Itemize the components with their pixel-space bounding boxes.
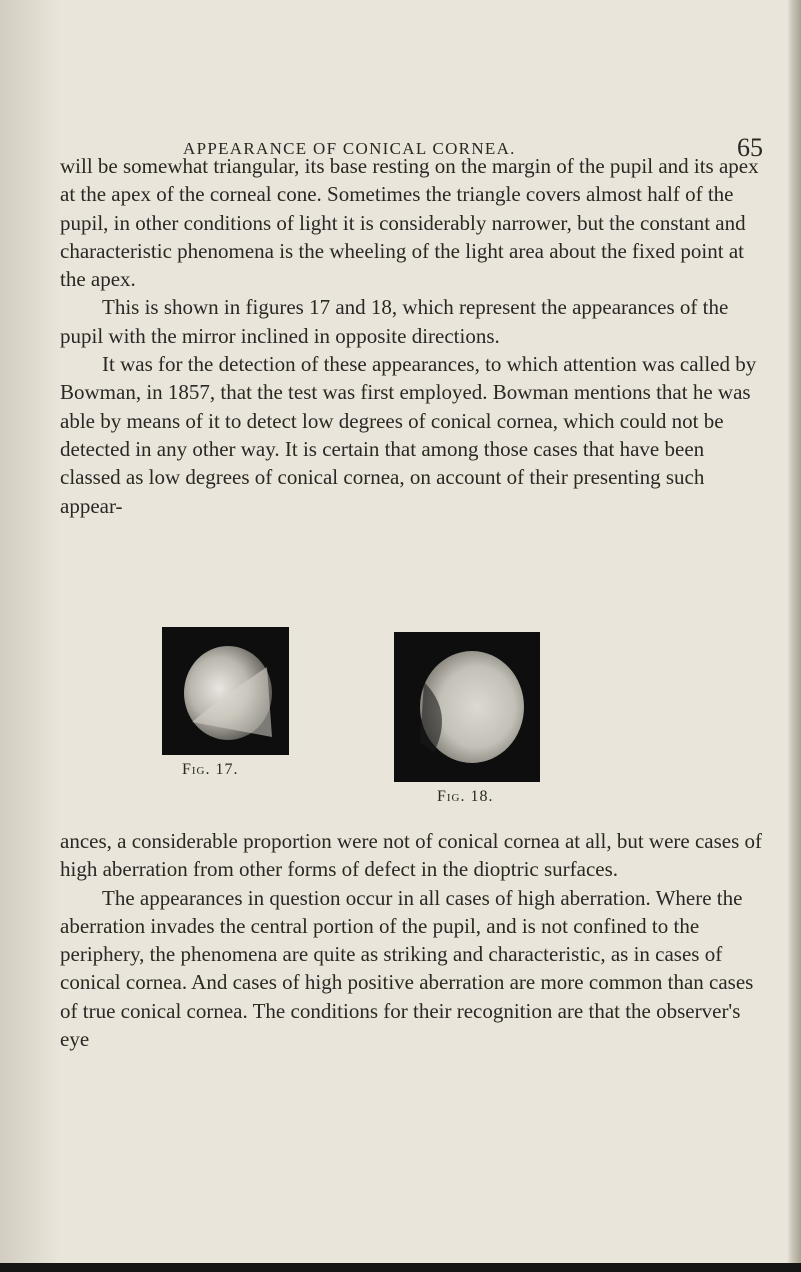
figure-18-image	[394, 632, 540, 782]
body-text-top	[60, 152, 765, 520]
paragraph: This is shown in figures 17 and 18, which represent the appearances of the pupil with the mirror inclined in opposite directions.	[60, 295, 729, 348]
page-number: 65	[737, 133, 763, 162]
paragraph: will be somewhat triangular, its base resting on the margin of the pupil and its apex at the apex of the corneal cone. Sometimes the triangle covers almost half of the pupil, in other conditions of light it is considerably narrower, but the constant and characteristic phenomena is the wheeling of the light area about the fixed point at the apex.	[60, 154, 759, 292]
figure-18-caption: Fig. 18.	[437, 788, 494, 805]
page-gutter-shadow	[0, 0, 60, 1272]
body-text-bottom	[60, 827, 765, 1053]
running-head: APPEARANCE OF CONICAL CORNEA.	[183, 139, 516, 158]
paragraph: ances, a considerable proportion were not of conical cornea at all, but were cases of high aberration from other forms of defect in the dioptric surfaces.	[60, 829, 763, 882]
figure-17-image	[162, 627, 289, 755]
scan-bottom-edge	[0, 1263, 801, 1272]
paragraph: It was for the detection of these appearances, to which attention was called by Bowman, in 1857, that the test was first employed. Bowman mentions that he was able by means of it to detect low degrees of conical cornea, which could not be detected in any other way. It is certain that among those cases that have been classed as low degrees of conical cornea, on account of their presenting such appear-	[60, 352, 757, 518]
figure-17-caption: Fig. 17.	[182, 761, 239, 778]
paragraph: The appearances in question occur in all cases of high aberration. Where the aberration invades the central portion of the pupil, and is not confined to the periphery, the phenomena are quite as striking and characteristic, as in cases of conical cornea. And cases of high positive aberration are more common than cases of true conical cornea. The conditions for their recognition are that the observer's eye	[60, 885, 754, 1052]
page-edge	[787, 0, 801, 1272]
figure-group	[162, 627, 562, 807]
